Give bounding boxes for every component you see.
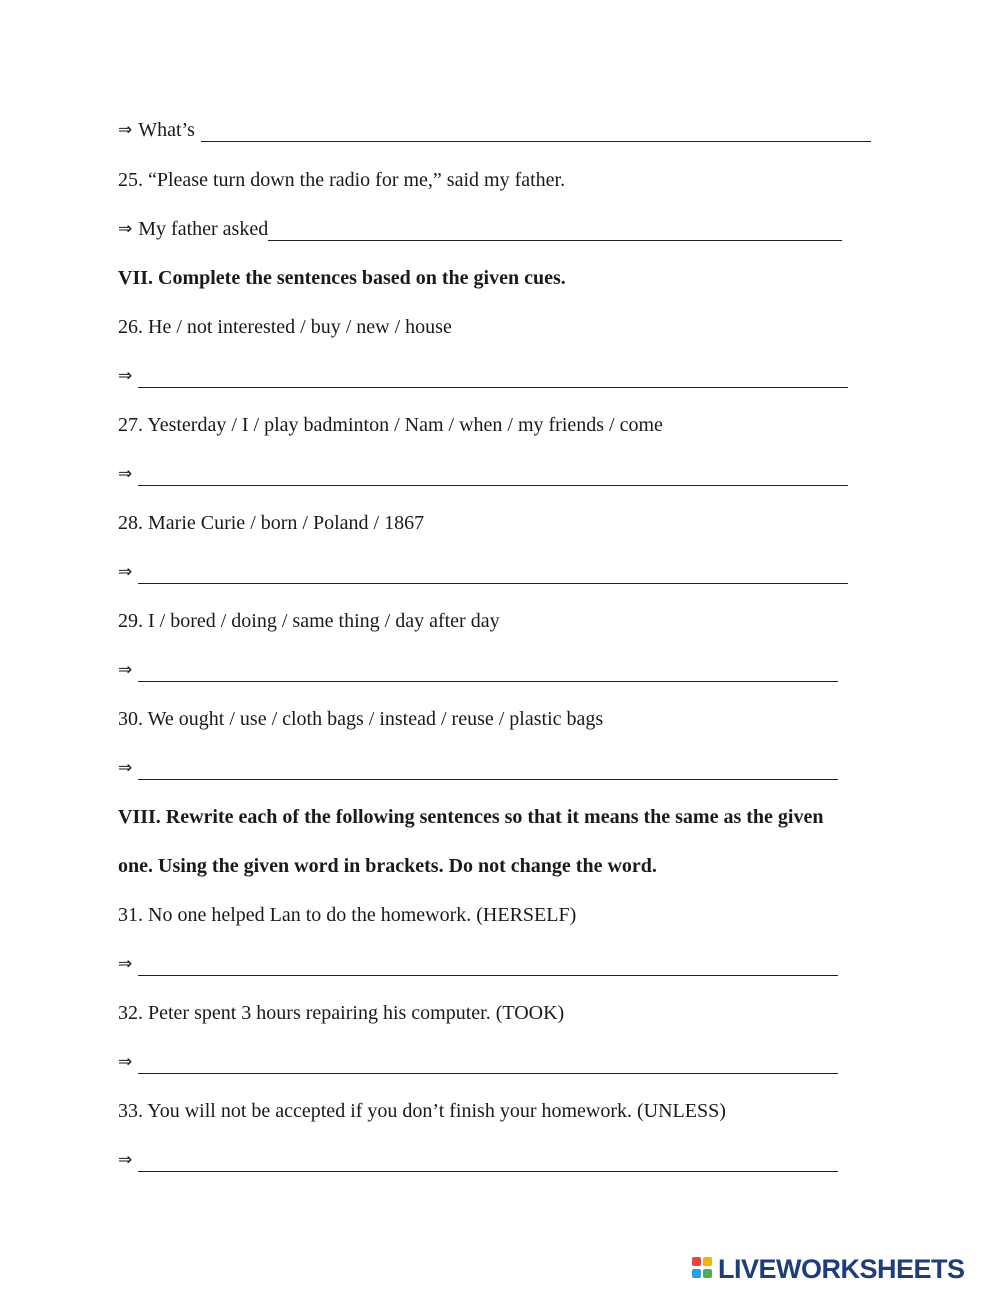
q30-answer-row [118, 756, 838, 780]
question-text: 31. No one helped Lan to do the homework. (HERSELF) [118, 904, 577, 926]
answer-prefix: My father asked [138, 218, 269, 240]
answer-blank-field[interactable] [138, 955, 838, 976]
answer-blank-field[interactable] [138, 661, 838, 682]
arrow-icon: ⇒ [118, 120, 133, 140]
arrow-icon: ⇒ [118, 954, 133, 974]
answer-blank-field[interactable] [268, 220, 842, 241]
answer-blank-field[interactable] [138, 1151, 838, 1172]
q33-answer-row [118, 1148, 838, 1172]
answer-blank-field[interactable] [138, 367, 848, 388]
q28-answer-row [118, 560, 848, 584]
q24-answer-row [118, 118, 871, 142]
q25-answer-row [118, 217, 842, 241]
question-text: 28. Marie Curie / born / Poland / 1867 [118, 512, 425, 534]
answer-blank-field[interactable] [138, 759, 838, 780]
arrow-icon: ⇒ [118, 1150, 133, 1170]
question-text: 29. I / bored / doing / same thing / day after day [118, 610, 500, 632]
q31-answer-row [118, 952, 838, 976]
answer-prefix: What’s [138, 119, 195, 141]
section-heading: VII. Complete the sentences based on the given cues. [118, 267, 566, 289]
answer-blank-field[interactable] [138, 563, 848, 584]
arrow-icon: ⇒ [118, 366, 133, 386]
logo-square-blue [692, 1269, 701, 1278]
section-heading: VIII. Rewrite each of the following sentences so that it means the same as the given [118, 806, 824, 828]
question-text: 25. “Please turn down the radio for me,” said my father. [118, 169, 566, 191]
question-text: 26. He / not interested / buy / new / house [118, 316, 452, 338]
answer-blank-field[interactable] [138, 1053, 838, 1074]
logo-text: LIVEWORKSHEETS [718, 1253, 965, 1284]
q29-answer-row [118, 658, 838, 682]
q26-answer-row [118, 364, 848, 388]
logo-square-yellow [703, 1257, 712, 1266]
logo-square-green [703, 1269, 712, 1278]
arrow-icon: ⇒ [118, 660, 133, 680]
section-heading: one. Using the given word in brackets. Do not change the word. [118, 855, 657, 877]
q32-answer-row [118, 1050, 838, 1074]
q27-answer-row [118, 462, 848, 486]
arrow-icon: ⇒ [118, 758, 133, 778]
question-text: 27. Yesterday / I / play badminton / Nam / when / my friends / come [118, 414, 663, 436]
answer-blank-field[interactable] [201, 121, 871, 142]
arrow-icon: ⇒ [118, 562, 133, 582]
logo-square-red [692, 1257, 701, 1266]
answer-blank-field[interactable] [138, 465, 848, 486]
question-text: 30. We ought / use / cloth bags / instead / reuse / plastic bags [118, 708, 604, 730]
arrow-icon: ⇒ [118, 1052, 133, 1072]
arrow-icon: ⇒ [118, 219, 133, 239]
question-text: 32. Peter spent 3 hours repairing his computer. (TOOK) [118, 1002, 565, 1024]
question-text: 33. You will not be accepted if you don’t finish your homework. (UNLESS) [118, 1100, 726, 1122]
liveworksheets-logo [692, 1252, 965, 1286]
logo-mark-icon [692, 1255, 716, 1283]
arrow-icon: ⇒ [118, 464, 133, 484]
